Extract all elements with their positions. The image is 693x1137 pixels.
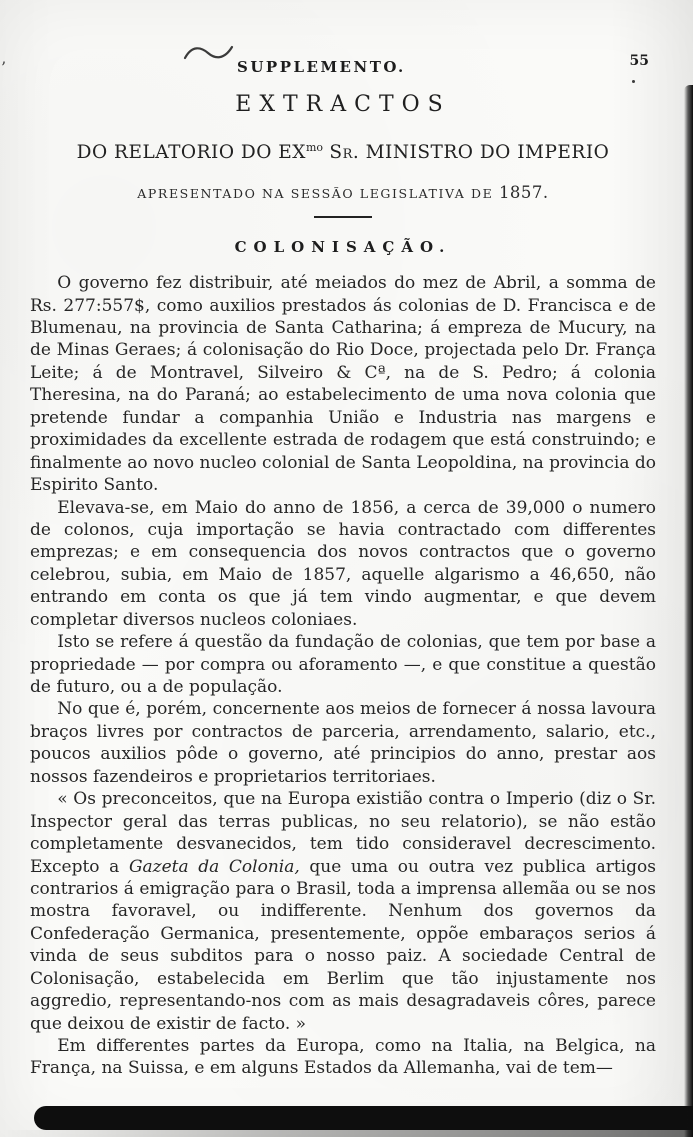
subtitle-sr-abbrev: Sr.	[329, 142, 360, 164]
paragraph-4: No que é, porém, concernente aos meios de fornecer á nossa lavoura braços livres por contractos de parceria, arrendamento, salario, etc., poucos auxilios pôde o governo, até principios do anno, prestar aos nossos fazendeiros e proprietarios territoriaes.	[30, 699, 656, 787]
scan-edge-right	[684, 85, 693, 1137]
quote-italic-gazeta-da-colonia: Gazeta da Colonia,	[128, 856, 300, 877]
subtitle	[30, 141, 656, 163]
ink-speck-left-margin: ’	[1, 58, 7, 77]
paragraph-2: Elevava-se, em Maio do anno de 1856, a cerca de 39,000 o numero de colonos, cuja importação se havia contractado com differentes emprezas; e em consequencia dos novos contractos que o governo celebrou, subia, em Maio de 1857, aquelle algarismo a 46,650, não entrando em conta os que já tem vindo augmentar, e que devem completar diversos nucleos coloniaes.	[30, 497, 656, 630]
divider-rule	[314, 216, 372, 218]
paragraph-6: Em differentes partes da Europa, como na Italia, na Belgica, na França, na Suissa, e em alguns Estados da Allemanha, vai de tem—	[30, 1036, 656, 1079]
session-year: 1857.	[498, 183, 549, 203]
quote-text-before: « Os preconceitos, que na Europa existião contra o Imperio (diz o Sr. Inspector geral das terras publicas, no seu relatorio), se não estão completamente desvanecidos, tem tido consideravel decrescimento. Excepto a	[30, 789, 656, 877]
section-heading: COLONISAÇÃO.	[234, 238, 452, 257]
scan-edge-bottom	[34, 1106, 693, 1130]
page-number: 55	[629, 53, 649, 69]
paragraph-1: O governo fez distribuir, até meiados do mez de Abril, a somma de Rs. 277:557$, como auxilios prestados ás colonias de D. Francisca e de Blumenau, na provincia de Santa Catharina; á empreza de Mucury, na de Minas Geraes; á colonisação do Rio Doce, projectada pelo Dr. França Leite; á de Montravel, Silveiro & Cª, na de S. Pedro; á colonia Theresina, na do Paraná; ao estabelecimento de uma nova colonia que pretende fundar a companhia União e Industria nas margens e proximidades da excellente estrada de rodagem que está construindo; e finalmente ao novo nucleo colonial de Santa Leopoldina, na provincia do Espirito Santo.	[30, 273, 656, 496]
running-title: SUPPLEMENTO.	[237, 58, 406, 76]
ink-speck-under-page-number	[632, 80, 635, 83]
session-label: APRESENTADO NA SESSÃO LEGISLATIVA DE	[137, 186, 494, 202]
scan-edge-bottom-fade	[0, 1130, 693, 1137]
page-title: EXTRACTOS	[235, 92, 451, 117]
paragraph-5-quote	[30, 788, 656, 1035]
paragraph-3: Isto se refere á questão da fundação de colonias, que tem por base a propriedade — por compra ou aforamento —, e que constitue a questão de futuro, ou a de população.	[30, 632, 656, 698]
subtitle-text-1: DO RELATORIO DO EX	[76, 142, 306, 164]
subtitle-superscript: mo	[305, 141, 323, 154]
session-line	[30, 183, 656, 202]
handwritten-squiggle-mark	[183, 42, 235, 64]
subtitle-text-2: MINISTRO DO IMPERIO	[359, 142, 610, 164]
quote-text-after: que uma ou outra vez publica artigos contrarios á emigração para o Brasil, toda a imprensa allemãa ou se nos mostra favoravel, ou indifferente. Nenhum dos governos da Confederação Germanica, presentemente, oppõe embaraços serios á vinda de seus subditos para o nosso paiz. A sociedade Central de Colonisação, estabelecida em Berlim que tão injustamente nos aggredio, representando-nos com as mais desagradaveis côres, parece que deixou de existir de facto. »	[30, 856, 656, 1034]
